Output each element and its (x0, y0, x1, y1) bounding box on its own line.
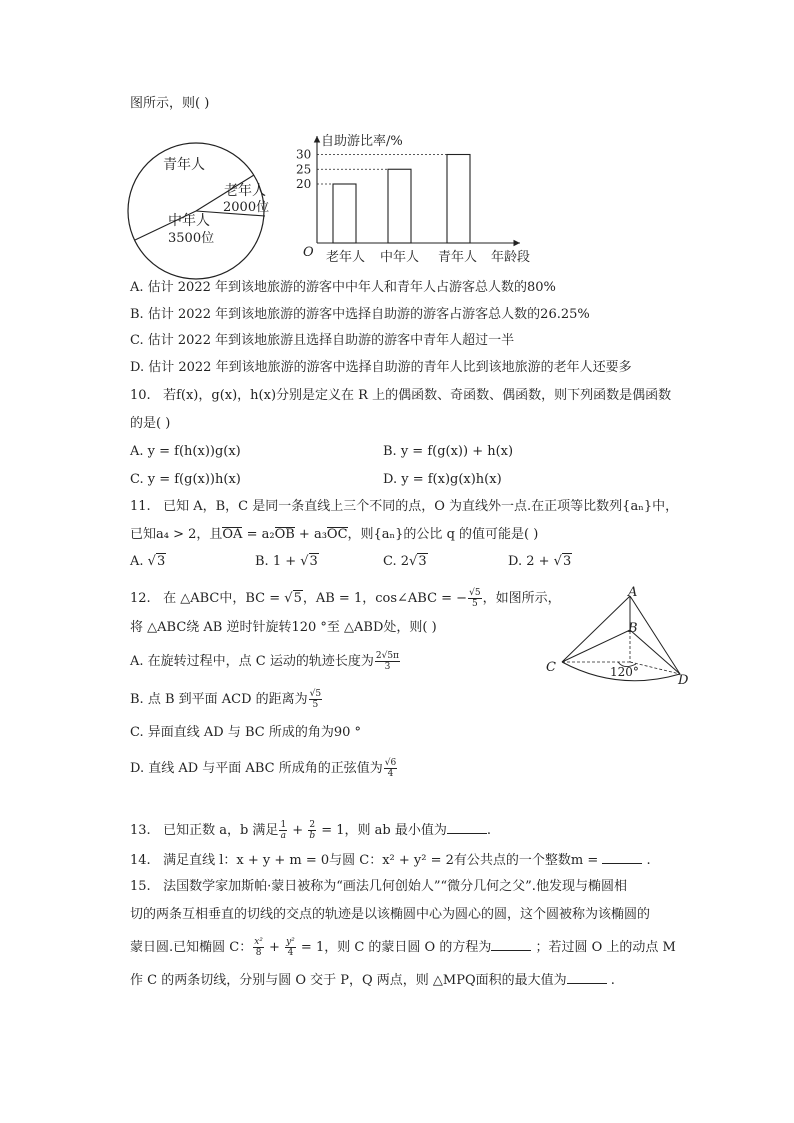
x-tick-label-中年人: 中年人 (380, 250, 420, 265)
fig-angle-label: 120° (610, 665, 639, 679)
q15-text-4: 作 C 的两条切线，分别与圆 O 交于 P，Q 两点，则 △MPQ面积的最大值为 (130, 973, 567, 988)
q12-option-d (130, 758, 398, 779)
q13-answer-blank[interactable] (447, 821, 487, 834)
q13-f2-num: 2 (309, 820, 316, 830)
q12-stem-c: ，如图所示， (482, 591, 561, 606)
q12-cos-fraction: $\frac{√5}{5}$ (469, 588, 481, 609)
q13-end: . (486, 823, 492, 838)
q11-option-b: B. 1 + √3 (255, 554, 318, 569)
q13-f1-den: a (280, 831, 286, 841)
q12-b-den: 5 (312, 700, 319, 710)
q15-f2-den: 4 (287, 948, 294, 958)
q12-b-num: √5 (309, 689, 322, 699)
q11-stem-line1 (130, 499, 678, 515)
q13-line (130, 820, 491, 841)
q10-option-d: D. y = f(x)g(x)h(x) (383, 472, 502, 487)
pie-label-elderly: 老年人 (224, 183, 266, 199)
q13-pre: 已知正数 a，b 满足 (163, 823, 279, 838)
q10-option-b: B. y = f(g(x)) + h(x) (383, 444, 514, 459)
q11-a-radicand: 3 (156, 554, 166, 569)
q15-answer-blank-2[interactable] (567, 971, 607, 984)
q12-cos-den: 5 (471, 599, 478, 609)
vector-oa: OA (222, 527, 243, 542)
q12-bc-radicand: 5 (293, 591, 302, 606)
q12-option-a (130, 651, 401, 672)
q15-text-3b: = 1，则 C 的蒙日圆 O 的方程为 (296, 940, 492, 955)
rotation-figure (540, 584, 700, 694)
question-9-intro: 图所示，则( ) (130, 96, 210, 111)
q10-stem-line2: 的是( ) (130, 416, 171, 431)
q15-plus: + (264, 940, 285, 955)
q15-line1 (130, 879, 627, 895)
bar-chart (290, 126, 540, 271)
q13-fraction-2 (308, 820, 316, 841)
y-tick-label-30: 30 (296, 147, 312, 162)
q14-end: . (642, 853, 651, 868)
q10-number: 10. (130, 388, 151, 403)
q12-d-num: √6 (384, 758, 397, 768)
q12-a-den: 3 (384, 662, 391, 672)
q11-option-d: D. 2 + √3 (508, 554, 572, 569)
q10-option-a: A. y = f(h(x))g(x) (130, 444, 241, 459)
q12-d-fraction (384, 758, 397, 779)
x-axis-label: 年龄段 (491, 250, 531, 265)
fig-point-a: A (628, 585, 638, 600)
q15-fraction-2 (285, 937, 296, 958)
q12-b-fraction (309, 689, 322, 710)
q9-option-c: C. 估计 2022 年到该地旅游且选择自助游的游客中青年人超过一半 (130, 333, 515, 348)
q11-option-a: A. √3 (130, 554, 166, 569)
q13-plus: + (288, 823, 308, 838)
q11-d-label: D. 2 + (508, 554, 554, 569)
q9-option-d: D. 估计 2022 年到该地旅游的游客中选择自助游的青年人比到该地旅游的老年人还要多 (130, 360, 632, 375)
fig-point-d: D (678, 673, 689, 688)
q12-option-b (130, 689, 323, 710)
q15-f1-num: x² (254, 937, 263, 947)
fig-point-b: B (628, 621, 638, 636)
x-tick-label-青年人: 青年人 (438, 250, 478, 265)
bar-中年人 (388, 169, 411, 243)
q12-stem-a: 在 △ABC中，BC = (163, 591, 285, 606)
q12-number: 12. (130, 591, 151, 606)
q15-text-1: 法国数学家加斯帕·蒙日被称为“画法几何创始人”“微分几何之父”.他发现与椭圆相 (163, 879, 627, 894)
q10-option-c: C. y = f(g(x))h(x) (130, 472, 241, 487)
y-tick-label-20: 20 (296, 177, 312, 191)
q10-stem-line1 (130, 388, 671, 404)
q15-text-3a: 蒙日圆.已知椭圆 C： (130, 940, 253, 955)
q12-b-text: B. 点 B 到平面 ACD 的距离为 (130, 692, 308, 707)
fig-point-c: C (546, 660, 556, 675)
q13-f2-den: b (309, 831, 316, 841)
q15-text-3c: ；若过圆 O 上的动点 M (531, 940, 676, 955)
q9-option-a: A. 估计 2022 年到该地旅游的游客中中年人和青年人占游客总人数的80% (130, 280, 556, 295)
q15-line4 (130, 971, 615, 989)
q11-eq1: = a₂ (242, 527, 275, 542)
q11-c-label: C. 2 (383, 554, 410, 569)
q11-a-label: A. (130, 554, 148, 569)
q14-line (130, 851, 651, 869)
q14-text: 满足直线 l：x + y + m = 0与圆 C：x² + y² = 2有公共点的一个整数m = (163, 853, 603, 868)
q15-answer-blank-1[interactable] (491, 938, 531, 951)
vector-ob: OB (274, 527, 295, 542)
pie-count-middle: 3500位 (168, 231, 215, 246)
q11-c-radicand: 3 (418, 554, 427, 569)
q14-answer-blank[interactable] (602, 851, 642, 864)
q13-f1-num: 1 (280, 820, 287, 830)
bar-青年人 (447, 155, 470, 244)
q15-f1-den: 8 (255, 948, 262, 958)
q11-eq2: + a₃ (294, 527, 327, 542)
q15-number: 15. (130, 879, 151, 894)
q15-f2-num: y² (286, 937, 295, 947)
q11-stem-line2 (130, 527, 538, 543)
q11-b-radicand: 3 (309, 554, 318, 569)
q15-line3 (130, 937, 676, 958)
pie-count-elderly: 2000位 (223, 200, 270, 215)
q11-number: 11. (130, 499, 151, 514)
q15-fraction-1 (253, 937, 264, 958)
q15-line2: 切的两条互相垂直的切线的交点的轨迹是以该椭圆中心为圆心的圆，这个圆被称为该椭圆的 (130, 907, 651, 922)
q13-number: 13. (130, 823, 151, 838)
x-tick-label-老年人: 老年人 (326, 250, 366, 265)
y-tick-label-25: 25 (296, 162, 312, 177)
q11-b-label: B. 1 + (255, 554, 301, 569)
pie-label-youth: 青年人 (163, 157, 205, 173)
pie-chart (126, 136, 276, 286)
q11-condition: 已知a₄ > 2，且 (130, 527, 223, 542)
q12-option-c: C. 异面直线 AD 与 BC 所成的角为90 ° (130, 725, 362, 740)
q11-question: ，则{aₙ}的公比 q 的值可能是( ) (347, 527, 539, 542)
pie-label-middle: 中年人 (168, 213, 210, 229)
bar-老年人 (333, 184, 356, 243)
vector-oc: OC (326, 527, 348, 542)
q12-a-text: A. 在旋转过程中，点 C 运动的轨迹长度为 (130, 654, 374, 669)
q12-d-den: 4 (387, 769, 394, 779)
q12-d-text: D. 直线 AD 与平面 ABC 所成角的正弦值为 (130, 761, 383, 776)
q12-stem-line2: 将 △ABC绕 AB 逆时针旋转120 °至 △ABD处，则( ) (130, 620, 437, 635)
y-axis-label: 自助游比率/% (321, 134, 403, 149)
q11-stem: 已知 A，B，C 是同一条直线上三个不同的点，O 为直线外一点.在正项等比数列{aₙ}中， (163, 499, 679, 514)
q12-stem-line1: 12. 在 △ABC中，BC = √5，AB = 1，cos∠ABC = − $\frac{√5}{5}$ ，如图所示， (130, 588, 561, 609)
q14-number: 14. (130, 853, 151, 868)
q11-option-c: C. 2√3 (383, 554, 427, 569)
q15-end: . (606, 973, 615, 988)
q9-option-b: B. 估计 2022 年到该地旅游的游客中选择自助游的游客占游客总人数的26.25% (130, 307, 590, 322)
q13-fraction-1 (279, 820, 287, 841)
q10-stem: 若f(x)，g(x)，h(x)分别是定义在 R 上的偶函数、奇函数、偶函数，则下列函数是偶函数 (163, 388, 672, 403)
q12-a-fraction (375, 651, 400, 672)
origin-label: O (303, 245, 314, 260)
q13-post: = 1，则 ab 最小值为 (317, 823, 447, 838)
q12-a-num: 2√5π (375, 651, 399, 661)
q12-cos-num: 5 (474, 588, 481, 598)
q12-stem-b: ，AB = 1，cos∠ABC = − (302, 591, 468, 606)
q11-d-radicand: 3 (562, 554, 572, 569)
